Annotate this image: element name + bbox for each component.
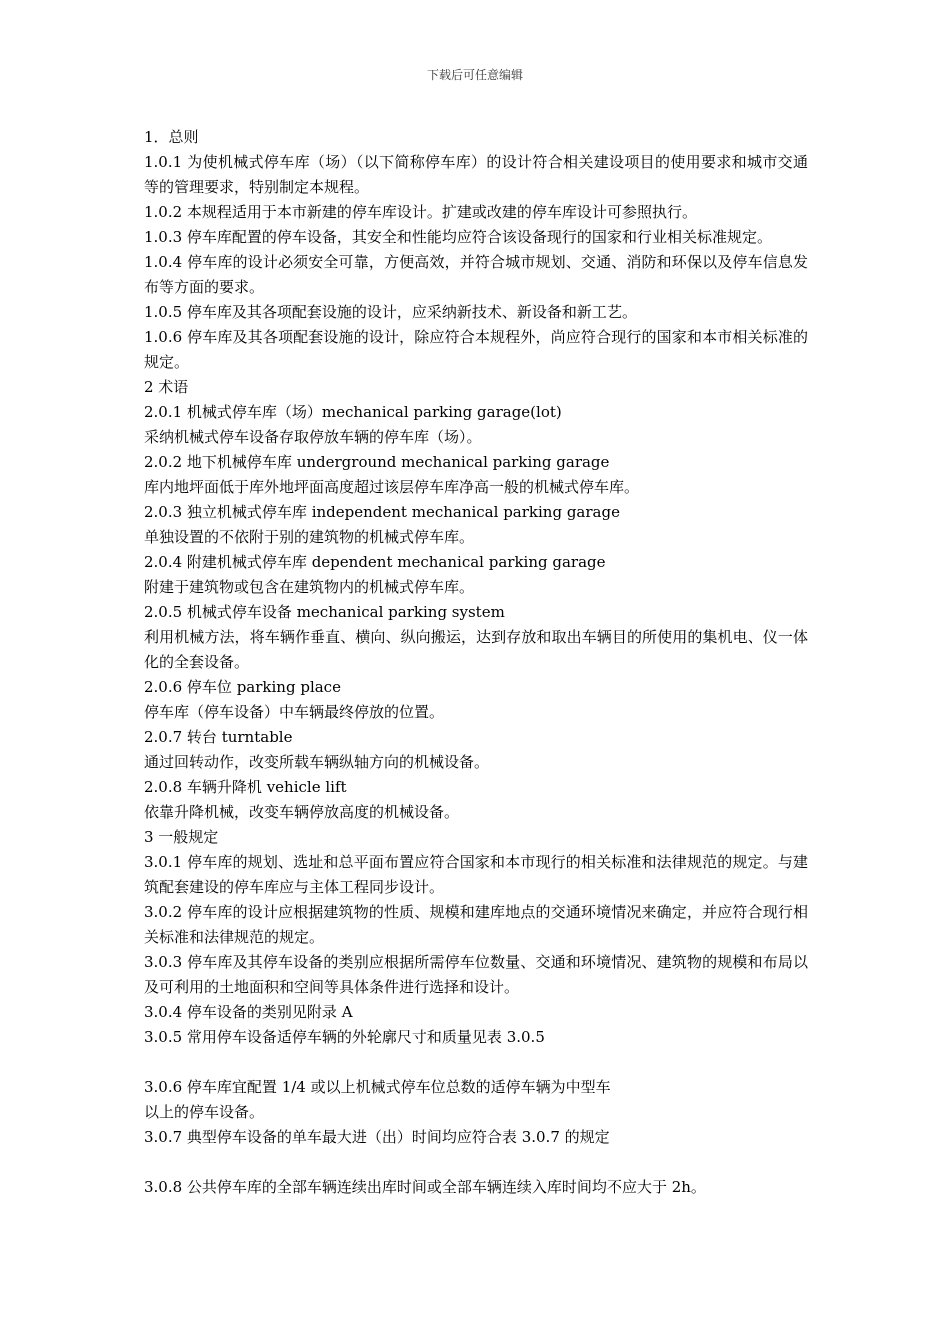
term-definition: 依靠升降机械，改变车辆停放高度的机械设备。: [144, 803, 460, 821]
term-heading: 2.0.2 地下机械停车库 underground mechanical parking garage: [144, 453, 610, 471]
term-heading: 2.0.4 附建机械式停车库 dependent mechanical parking garage: [144, 553, 606, 571]
paragraph: 3.0.1 停车库的规划、选址和总平面布置应符合国家和本市现行的相关标准和法律规范的规定。与建筑配套建设的停车库应与主体工程同步设计。: [144, 853, 808, 896]
paragraph: 3.0.3 停车库及其停车设备的类别应根据所需停车位数量、交通和环境情况、建筑物的规模和布局以及可利用的土地面积和空间等具体条件进行选择和设计。: [144, 953, 808, 996]
term-definition: 通过回转动作，改变所载车辆纵轴方向的机械设备。: [144, 753, 490, 771]
paragraph: 3.0.6 停车库宜配置 1/4 或以上机械式停车位总数的适停车辆为中型车: [144, 1078, 611, 1096]
term-definition: 采纳机械式停车设备存取停放车辆的停车库（场）。: [144, 428, 482, 446]
paragraph: 以上的停车设备。: [144, 1103, 265, 1121]
term-heading: 2.0.5 机械式停车设备 mechanical parking system: [144, 603, 505, 621]
paragraph: 1.0.5 停车库及其各项配套设施的设计，应采纳新技术、新设备和新工艺。: [144, 303, 637, 321]
term-definition: 库内地坪面低于库外地坪面高度超过该层停车库净高一般的机械式停车库。: [144, 478, 640, 496]
paragraph: 1.0.1 为使机械式停车库（场）（以下简称停车库）的设计符合相关建设项目的使用要求和城市交通等的管理要求，特别制定本规程。: [144, 153, 808, 196]
term-heading: 2.0.7 转台 turntable: [144, 728, 293, 746]
section-heading: 1．总则: [144, 128, 199, 146]
paragraph: 1.0.3 停车库配置的停车设备，其安全和性能均应符合该设备现行的国家和行业相关标准规定。: [144, 228, 772, 246]
term-definition: 附建于建筑物或包含在建筑物内的机械式停车库。: [144, 578, 475, 596]
term-definition: 利用机械方法，将车辆作垂直、横向、纵向搬运，达到存放和取出车辆目的所使用的集机电、仪一体化的全套设备。: [144, 628, 808, 671]
term-heading: 2.0.6 停车位 parking place: [144, 678, 341, 696]
page-header: 下载后可任意编辑: [426, 68, 523, 82]
paragraph: 3.0.2 停车库的设计应根据建筑物的性质、规模和建库地点的交通环境情况来确定，并应符合现行相关标准和法律规范的规定。: [144, 903, 808, 946]
term-heading: 2.0.3 独立机械式停车库 independent mechanical parking garage: [144, 503, 620, 521]
section-heading: 3 一般规定: [144, 828, 219, 846]
blank-line: [144, 1050, 808, 1075]
blank-line: [144, 1150, 808, 1175]
paragraph: 1.0.4 停车库的设计必须安全可靠，方便高效，并符合城市规划、交通、消防和环保以及停车信息发布等方面的要求。: [144, 253, 808, 296]
paragraph: 1.0.6 停车库及其各项配套设施的设计，除应符合本规程外，尚应符合现行的国家和本市相关标准的规定。: [144, 328, 808, 371]
term-heading: 2.0.1 机械式停车库（场）mechanical parking garage(lot): [144, 403, 562, 421]
paragraph: 3.0.5 常用停车设备适停车辆的外轮廓尺寸和质量见表 3.0.5: [144, 1028, 545, 1046]
paragraph: 3.0.8 公共停车库的全部车辆连续出库时间或全部车辆连续入库时间均不应大于 2h。: [144, 1178, 706, 1196]
paragraph: 3.0.7 典型停车设备的单车最大进（出）时间均应符合表 3.0.7 的规定: [144, 1128, 610, 1146]
paragraph: 1.0.2 本规程适用于本市新建的停车库设计。扩建或改建的停车库设计可参照执行。: [144, 203, 697, 221]
document-body: [144, 125, 808, 1200]
paragraph: 3.0.4 停车设备的类别见附录 A: [144, 1003, 353, 1021]
term-definition: 单独设置的不依附于别的建筑物的机械式停车库。: [144, 528, 475, 546]
section-heading: 2 术语: [144, 378, 189, 396]
term-definition: 停车库（停车设备）中车辆最终停放的位置。: [144, 703, 445, 721]
term-heading: 2.0.8 车辆升降机 vehicle lift: [144, 778, 347, 796]
